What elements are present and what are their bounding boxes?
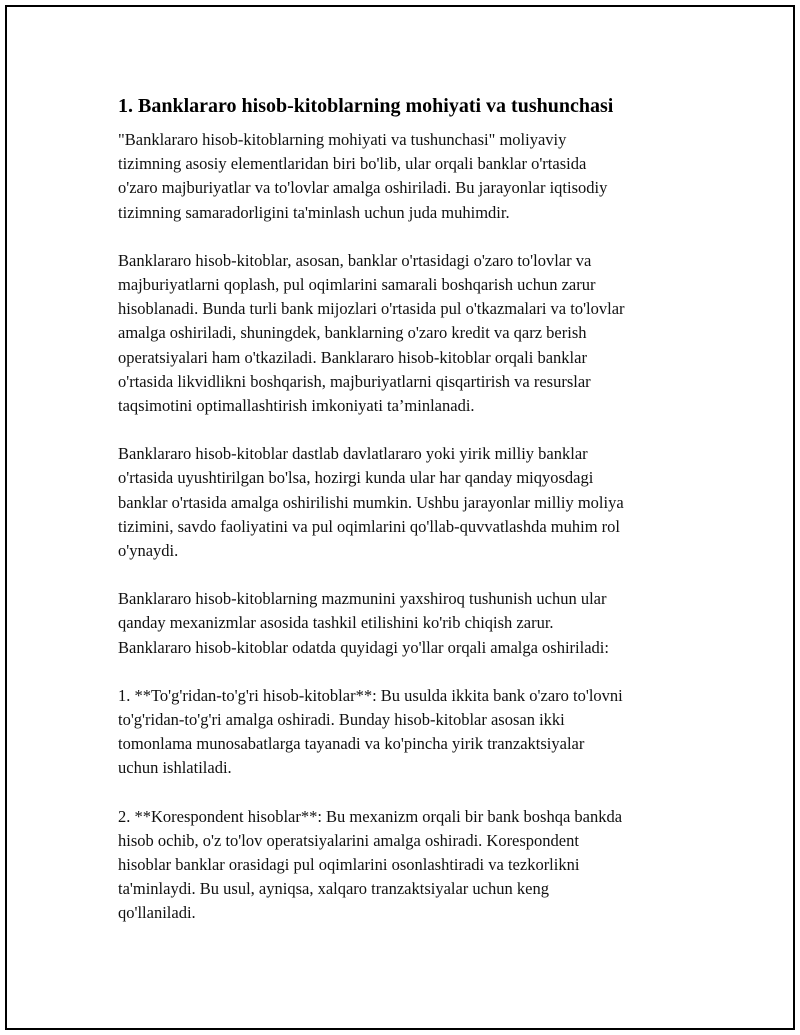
paragraph-mechanisms-intro: Banklararo hisob-kitoblarning mazmunini yaxshiroq tushunish uchun ular qanday mexanizmlar asosida tashkil etilishini ko'rib chiqish zarur. Banklararo hisob-kitoblar odatda quyidagi yo'llar orqali amalga oshiriladi: (118, 589, 609, 657)
document-body (118, 92, 688, 950)
paragraph-direct-settlements: 1. **To'g'ridan-to'g'ri hisob-kitoblar**: Bu usulda ikkita bank o'zaro to'lovni to'g'ridan-to'g'ri amalga oshiradi. Bunday hisob-kitoblar asosan ikki tomonlama munosabatlarga tayanadi va ko'pincha yirik tranzaktsiyalar uchun ishlatiladi. (118, 685, 623, 778)
section-heading: 1. Banklararo hisob-kitoblarning mohiyati va tushunchasi (118, 95, 614, 117)
paragraph-purpose: Banklararo hisob-kitoblar, asosan, banklar o'rtasidagi o'zaro to'lovlar va majburiyatlarni qoplash, pul oqimlarini samarali boshqarish uchun zarur hisoblanadi. Bunda turli bank mijozlari o'rtasida pul o'tkazmalari va to'lovlar amalga oshiriladi, shuningdek, banklarning o'zaro kredit va qarz berish operatsiyalari ham o'tkaziladi. Banklararo hisob-kitoblar orqali banklar o'rtasida likvidlikni boshqarish, majburiyatlarni qisqartirish va resurslar taqsimotini optimallashtirish imkoniyati ta’minlanadi. (118, 250, 625, 416)
paragraph-correspondent-accounts: 2. **Korespondent hisoblar**: Bu mexanizm orqali bir bank boshqa bankda hisob ochib, o'z to'lov operatsiyalarini amalga oshiradi. Korespondent hisoblar banklar orasidagi pul oqimlarini osonlashtiradi va tezkorlikni ta'minlaydi. Bu usul, ayniqsa, xalqaro tranzaktsiyalar uchun keng qo'llaniladi. (118, 806, 623, 923)
paragraph-intro: "Banklararo hisob-kitoblarning mohiyati va tushunchasi" moliyaviy tizimning asosiy elementlaridan biri bo'lib, ular orqali banklar o'rtasida o'zaro majburiyatlar va to'lovlar amalga oshiriladi. Bu jarayonlar iqtisodiy tizimning samaradorligini ta'minlash uchun juda muhimdir. (118, 130, 608, 222)
paragraph-history: Banklararo hisob-kitoblar dastlab davlatlararo yoki yirik milliy banklar o'rtasida uyushtirilgan bo'lsa, hozirgi kunda ular har qanday miqyosdagi banklar o'rtasida amalga oshirilishi mumkin. Ushbu jarayonlar milliy moliya tizimini, savdo faoliyatini va pul oqimlarini qo'llab-quvvatlashda muhim rol o'ynaydi. (118, 444, 624, 561)
